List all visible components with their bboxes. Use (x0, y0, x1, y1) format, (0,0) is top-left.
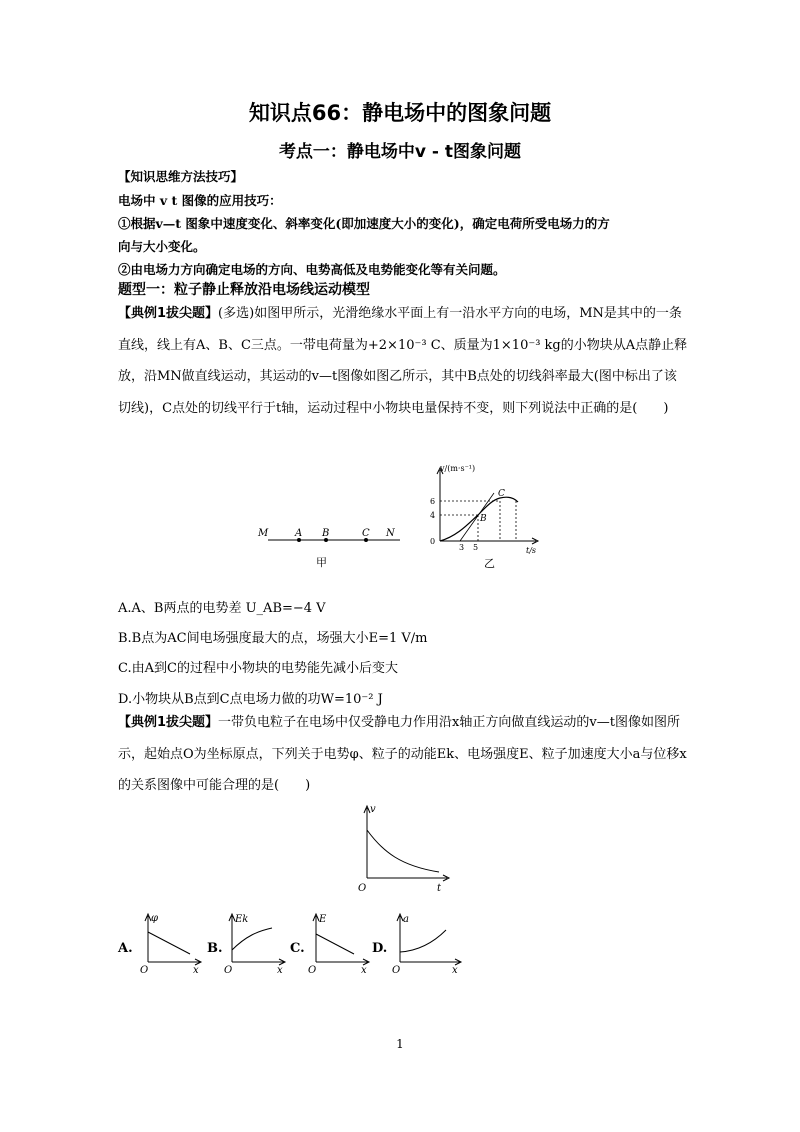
example1-option-b: B.B点为AC间电场强度最大的点，场强大小E=1 V/m (118, 631, 428, 646)
choice-a-xlabel: x (193, 965, 199, 975)
example1-text: (多选)如图甲所示，光滑绝缘水平面上有一沿水平方向的电场，MN是其中的一条直线，线上有A、B、C三点。一带电荷量为+2×10⁻³ C、质量为1×10⁻³ kg的小物块从A点静止释放，沿MN做直线运动，其运动的v—t图像如图乙所示，其中B点处的切线斜率最大(图中标出了该切线)，C点处的切线平行于t轴，运动过程中小物块电量保持不变，则下列说法中正确的是( ) (118, 306, 688, 416)
method-line-1: 电场中 v t 图像的应用技巧： (118, 193, 282, 208)
example2-paragraph (118, 707, 688, 802)
choice-d-graph (390, 910, 470, 975)
choice-c-label: C. (290, 941, 305, 956)
yi-ytick-0: 0 (430, 537, 436, 546)
choice-b-ylabel: Ek (235, 914, 249, 925)
choice-a-label: A. (118, 941, 133, 956)
method-heading: 【知识思维方法技巧】 (118, 169, 244, 184)
page-number: 1 (396, 1037, 404, 1051)
yi-ylabel: v/(m·s⁻¹) (440, 464, 476, 473)
example1-tag: 【典例1拔尖题】 (118, 306, 219, 321)
choice-b-xlabel: x (277, 965, 283, 975)
choice-b-graph (222, 910, 292, 975)
example1-option-d: D.小物块从B点到C点电场力做的功W=10⁻² J (118, 692, 383, 707)
yi-xtick-3: 3 (459, 543, 465, 552)
point-a-label: A (295, 528, 303, 539)
vt-ylabel: v (370, 804, 376, 815)
choice-a-ylabel: φ (151, 913, 159, 924)
choice-a-graph (138, 910, 208, 975)
example1-paragraph (118, 298, 688, 424)
choice-d-xlabel: x (452, 965, 458, 975)
point-c-label: C (362, 528, 370, 539)
figure-jia (250, 520, 410, 580)
choice-d-ylabel: a (403, 914, 409, 925)
choice-b-origin: O (224, 965, 233, 975)
method-line-3: 向与大小变化。 (118, 239, 206, 254)
yi-xlabel: t/s (526, 546, 537, 555)
choice-c-xlabel: x (361, 965, 367, 975)
choice-c-ylabel: E (319, 914, 327, 925)
yi-point-c: C (498, 489, 505, 499)
vt-xlabel: t (437, 883, 442, 894)
choice-c-graph (306, 910, 376, 975)
point-n-label: N (386, 528, 395, 539)
example2-text: 一带负电粒子在电场中仅受静电力作用沿x轴正方向做直线运动的v—t图像如图所示，起始点O为坐标原点，下列关于电势φ、粒子的动能Ek、电场强度E、粒子加速度大小a与位移x的关系图像中可能合理的是( ) (118, 715, 687, 793)
point-b-label: B (322, 528, 330, 539)
choice-c-origin: O (308, 965, 317, 975)
yi-ytick-4: 4 (430, 511, 436, 520)
example1-option-c: C.由A到C的过程中小物块的电势能先减小后变大 (118, 661, 398, 676)
figure-yi-caption: 乙 (484, 557, 495, 570)
choice-a-origin: O (140, 965, 149, 975)
point-m-label: M (258, 528, 269, 539)
page-subtitle: 考点一：静电场中v - t图象问题 (278, 142, 522, 162)
yi-xtick-5: 5 (473, 543, 479, 552)
figure-yi (418, 460, 558, 575)
yi-point-b: B (480, 514, 487, 524)
yi-ytick-6: 6 (430, 497, 436, 506)
vt-origin: O (358, 883, 367, 894)
type1-heading: 题型一：粒子静止释放沿电场线运动模型 (118, 282, 370, 298)
method-line-2: ①根据v—t 图象中速度变化、斜率变化(即加速度大小的变化)，确定电荷所受电场力的方 (118, 216, 610, 231)
example2-vt-graph (355, 800, 455, 895)
figure-jia-caption: 甲 (316, 556, 327, 569)
page-title: 知识点66：静电场中的图象问题 (248, 101, 552, 125)
choice-b-label: B. (207, 941, 223, 956)
choice-d-label: D. (372, 941, 388, 956)
example2-tag: 【典例1拔尖题】 (118, 715, 219, 730)
method-line-4: ②由电场力方向确定电场的方向、电势高低及电势能变化等有关问题。 (118, 262, 506, 277)
example1-option-a: A.A、B两点的电势差 U_AB=−4 V (118, 601, 326, 616)
choice-d-origin: O (392, 965, 401, 975)
